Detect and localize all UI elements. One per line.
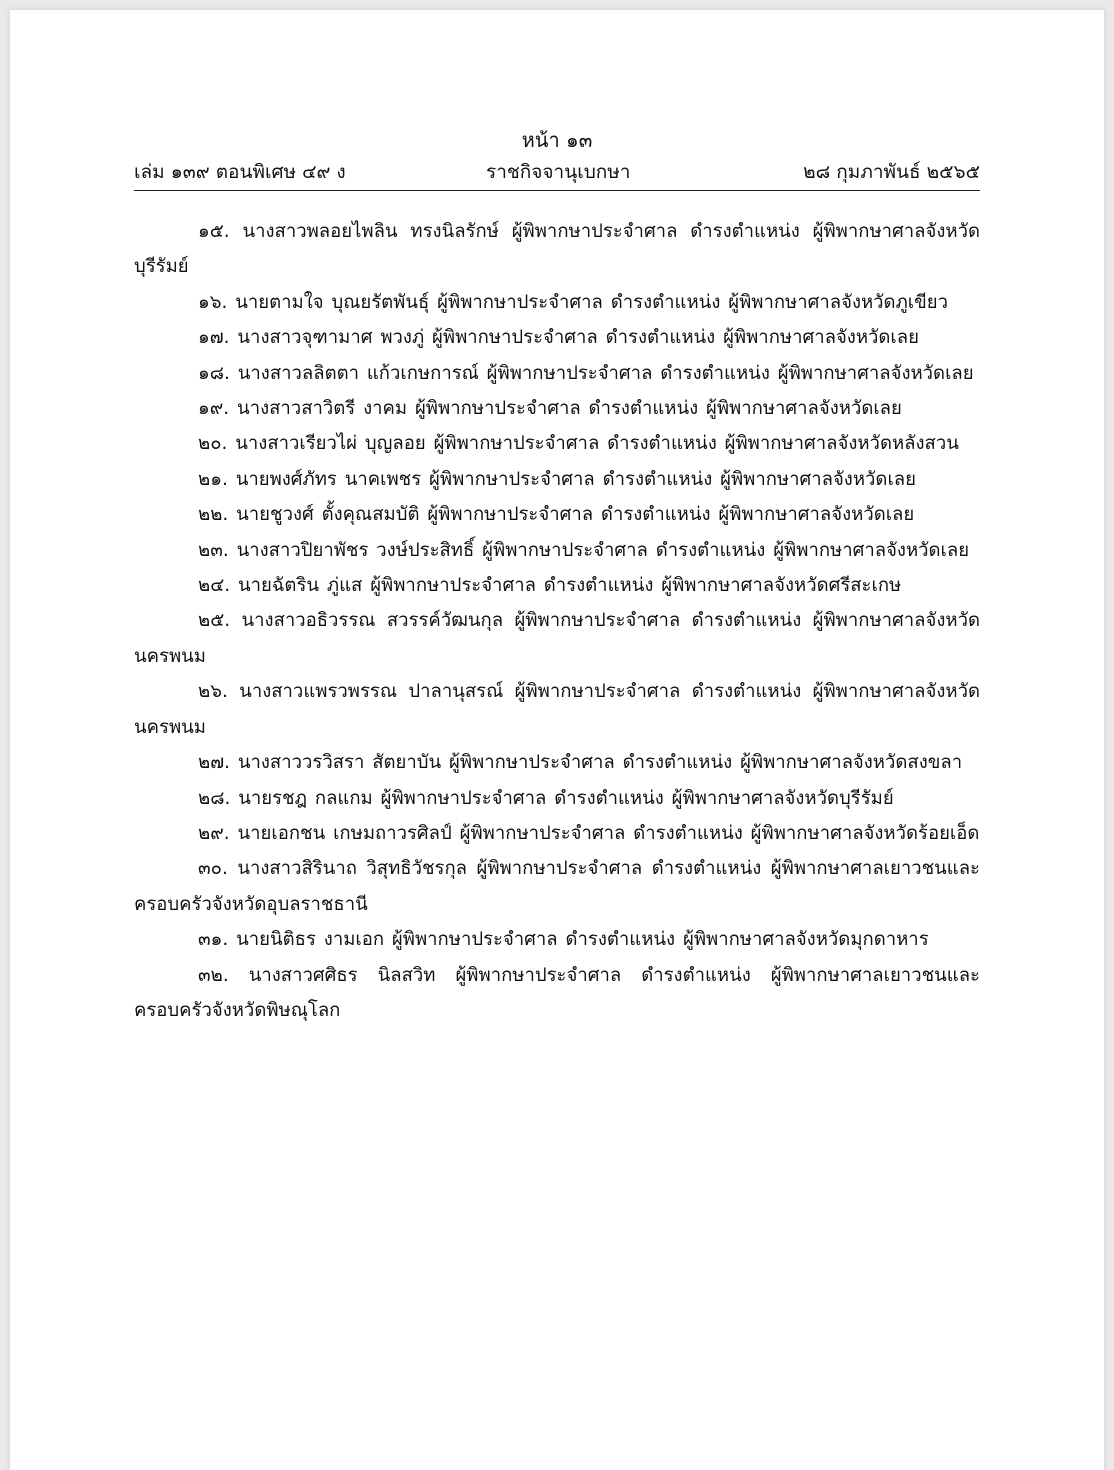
volume-info: เล่ม ๑๓๙ ตอนพิเศษ ๔๙ ง xyxy=(134,161,346,183)
list-item: ๒๒. นายชูวงศ์ ตั้งคุณสมบัติ ผู้พิพากษาประจำศาล ดำรงตำแหน่ง ผู้พิพากษาศาลจังหวัดเลย xyxy=(198,504,915,526)
list-item: ๒๐. นางสาวเรียวไผ่ บุญลอย ผู้พิพากษาประจำศาล ดำรงตำแหน่ง ผู้พิพากษาศาลจังหวัดหลังสวน xyxy=(198,433,959,455)
list-item: ๒๗. นางสาววรวิสรา สัตยาบัน ผู้พิพากษาประจำศาล ดำรงตำแหน่ง ผู้พิพากษาศาลจังหวัดสงขลา xyxy=(198,752,963,774)
appointment-list xyxy=(134,214,980,1028)
list-item: ๑๙. นางสาวสาวิตรี งาคม ผู้พิพากษาประจำศาล ดำรงตำแหน่ง ผู้พิพากษาศาลจังหวัดเลย xyxy=(198,398,902,420)
list-item: ๒๙. นายเอกชน เกษมถาวรศิลป์ ผู้พิพากษาประจำศาล ดำรงตำแหน่ง ผู้พิพากษาศาลจังหวัดร้อยเอ็ด xyxy=(198,822,980,844)
page-number: หน้า ๑๓ xyxy=(521,128,593,152)
publication-title: ราชกิจจานุเบกษา xyxy=(486,161,631,183)
list-item: ๑๕. นางสาวพลอยไพลิน ทรงนิลรักษ์ ผู้พิพากษาประจำศาล ดำรงตำแหน่ง ผู้พิพากษาศาลจังหวัดบุรีรัมย์ xyxy=(134,221,980,278)
publication-date: ๒๘ กุมภาพันธ์ ๒๕๖๕ xyxy=(803,161,980,183)
list-item: ๑๗. นางสาวจุฑามาศ พวงภู่ ผู้พิพากษาประจำศาล ดำรงตำแหน่ง ผู้พิพากษาศาลจังหวัดเลย xyxy=(198,327,919,349)
list-item: ๑๘. นางสาวลลิตตา แก้วเกษการณ์ ผู้พิพากษาประจำศาล ดำรงตำแหน่ง ผู้พิพากษาศาลจังหวัดเลย xyxy=(198,362,974,384)
list-item: ๒๕. นางสาวอธิวรรณ สวรรค์วัฒนกุล ผู้พิพากษาประจำศาล ดำรงตำแหน่ง ผู้พิพากษาศาลจังหวัดนครพนม xyxy=(134,610,980,667)
list-item: ๑๖. นายตามใจ บุณยรัตพันธุ์ ผู้พิพากษาประจำศาล ดำรงตำแหน่ง ผู้พิพากษาศาลจังหวัดภูเขียว xyxy=(198,291,948,313)
list-item: ๓๑. นายนิติธร งามเอก ผู้พิพากษาประจำศาล ดำรงตำแหน่ง ผู้พิพากษาศาลจังหวัดมุกดาหาร xyxy=(198,929,929,951)
list-item: ๓๐. นางสาวสิรินาถ วิสุทธิวัชรกุล ผู้พิพากษาประจำศาล ดำรงตำแหน่ง ผู้พิพากษาศาลเยาวชนและครอบครัวจังหวัดอุบลราชธานี xyxy=(134,858,980,915)
list-item: ๒๓. นางสาวปิยาพัชร วงษ์ประสิทธิ์ ผู้พิพากษาประจำศาล ดำรงตำแหน่ง ผู้พิพากษาศาลจังหวัดเลย xyxy=(198,539,970,561)
list-item: ๒๖. นางสาวแพรวพรรณ ปาลานุสรณ์ ผู้พิพากษาประจำศาล ดำรงตำแหน่ง ผู้พิพากษาศาลจังหวัดนครพนม xyxy=(134,681,980,738)
gazette-header xyxy=(134,160,980,186)
list-item: ๓๒. นางสาวศศิธร นิลสวิท ผู้พิพากษาประจำศาล ดำรงตำแหน่ง ผู้พิพากษาศาลเยาวชนและครอบครัวจังหวัดพิษณุโลก xyxy=(134,964,980,1021)
list-item: ๒๘. นายรชฎ กลแกม ผู้พิพากษาประจำศาล ดำรงตำแหน่ง ผู้พิพากษาศาลจังหวัดบุรีรัมย์ xyxy=(198,787,894,809)
list-item: ๒๑. นายพงศ์ภัทร นาคเพชร ผู้พิพากษาประจำศาล ดำรงตำแหน่ง ผู้พิพากษาศาลจังหวัดเลย xyxy=(198,468,916,490)
header-divider xyxy=(134,190,980,191)
list-item: ๒๔. นายฉัตริน ภู่แส ผู้พิพากษาประจำศาล ดำรงตำแหน่ง ผู้พิพากษาศาลจังหวัดศรีสะเกษ xyxy=(198,575,902,597)
